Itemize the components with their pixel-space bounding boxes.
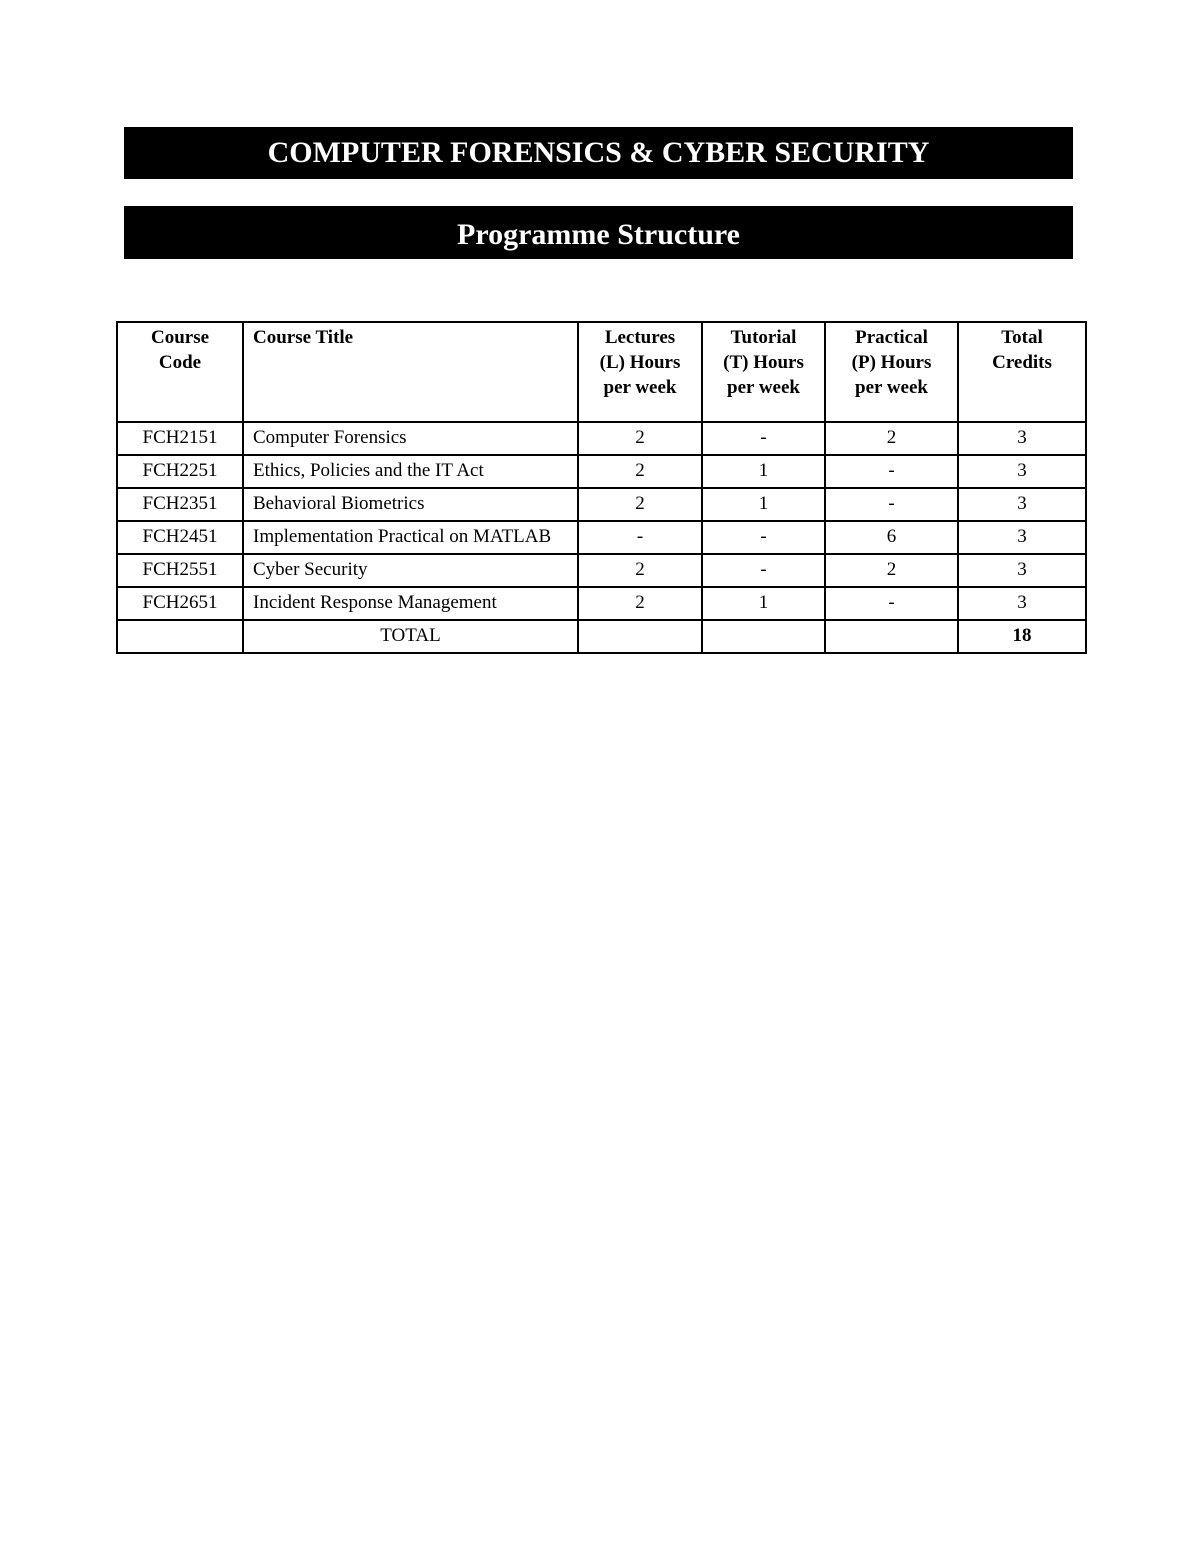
tutorial-hours: 1 [702,455,825,488]
practical-hours: 2 [825,422,958,455]
table-row [117,422,1086,455]
lectures-hours: 2 [578,488,702,521]
course-title: Ethics, Policies and the IT Act [243,455,578,488]
header-total-credits: Total Credits [958,322,1086,422]
tutorial-hours: - [702,521,825,554]
practical-hours: - [825,587,958,620]
table-row [117,455,1086,488]
course-code: FCH2451 [117,521,243,554]
table-row [117,488,1086,521]
total-credits-sum: 18 [958,620,1086,653]
document-subtitle: Programme Structure [124,206,1073,259]
lectures-hours: 2 [578,554,702,587]
header-course-title: Course Title [243,322,578,422]
total-credits: 3 [958,554,1086,587]
tutorial-hours: 1 [702,587,825,620]
course-code: FCH2251 [117,455,243,488]
header-lectures: Lectures (L) Hours per week [578,322,702,422]
document-title: COMPUTER FORENSICS & CYBER SECURITY [124,127,1073,179]
practical-hours: 2 [825,554,958,587]
table-row [117,554,1086,587]
practical-hours: 6 [825,521,958,554]
table-row [117,521,1086,554]
tutorial-hours: 1 [702,488,825,521]
table-header-row [117,322,1086,422]
lectures-hours: 2 [578,587,702,620]
course-title: Behavioral Biometrics [243,488,578,521]
course-code: FCH2351 [117,488,243,521]
course-title: Cyber Security [243,554,578,587]
total-credits: 3 [958,488,1086,521]
total-label: TOTAL [243,620,578,653]
total-credits: 3 [958,455,1086,488]
total-credits: 3 [958,521,1086,554]
tutorial-hours: - [702,554,825,587]
practical-hours: - [825,455,958,488]
course-code: FCH2651 [117,587,243,620]
total-empty-practical [825,620,958,653]
practical-hours: - [825,488,958,521]
total-empty-tutorial [702,620,825,653]
header-course-code: Course Code [117,322,243,422]
lectures-hours: 2 [578,422,702,455]
table-row [117,587,1086,620]
course-code: FCH2151 [117,422,243,455]
header-tutorial: Tutorial (T) Hours per week [702,322,825,422]
course-title: Computer Forensics [243,422,578,455]
total-empty-lectures [578,620,702,653]
course-title: Implementation Practical on MATLAB [243,521,578,554]
total-credits: 3 [958,422,1086,455]
course-title: Incident Response Management [243,587,578,620]
course-code: FCH2551 [117,554,243,587]
total-row [117,620,1086,653]
programme-structure-table [116,321,1087,654]
lectures-hours: - [578,521,702,554]
total-empty-code [117,620,243,653]
total-credits: 3 [958,587,1086,620]
tutorial-hours: - [702,422,825,455]
header-practical: Practical (P) Hours per week [825,322,958,422]
lectures-hours: 2 [578,455,702,488]
